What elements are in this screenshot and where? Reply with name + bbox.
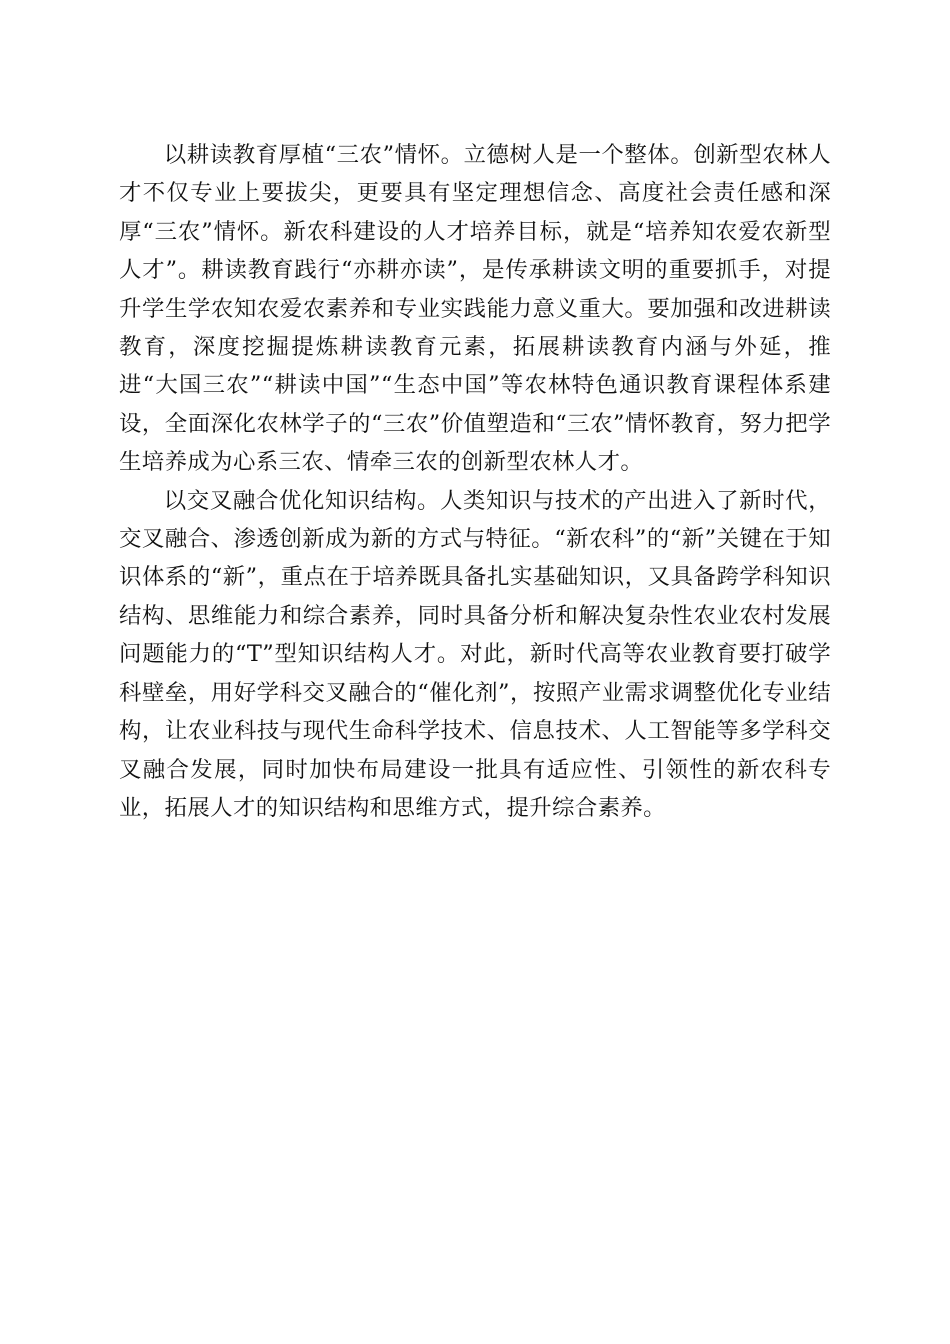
paragraph-cross-disciplinary-integration: 以交叉融合优化知识结构。人类知识与技术的产出进入了新时代，交叉融合、渗透创新成为新的方式与特征。“新农科”的“新”关键在于知识体系的“新”，重点在于培养既具备扎实基础知识，又具备跨学科知识结构、思维能力和综合素养，同时具备分析和解决复杂性农业农村发展问题能力的“T”型知识结构人才。对此，新时代高等农业教育要打破学科壁垒，用好学科交叉融合的“催化剂”，按照产业需求调整优化专业结构，让农业科技与现代生命科学技术、信息技术、人工智能等多学科交叉融合发展，同时加快布局建设一批具有适应性、引领性的新农科专业，拓展人才的知识结构和思维方式，提升综合素养。: [119, 487, 831, 821]
paragraph-farming-reading-education: 以耕读教育厚植“三农”情怀。立德树人是一个整体。创新型农林人才不仅专业上要拔尖，更要具有坚定理想信念、高度社会责任感和深厚“三农”情怀。新农科建设的人才培养目标，就是“培养知农爱农新型人才”。耕读教育践行“亦耕亦读”，是传承耕读文明的重要抓手，对提升学生学农知农爱农素养和专业实践能力意义重大。要加强和改进耕读教育，深度挖掘提炼耕读教育元素，拓展耕读教育内涵与外延，推进“大国三农”“耕读中国”“生态中国”等农林特色通识教育课程体系建设，全面深化农林学子的“三农”价值塑造和“三农”情怀教育，努力把学生培养成为心系三农、情牵三农的创新型农林人才。: [119, 142, 831, 476]
document-page: [119, 136, 831, 827]
